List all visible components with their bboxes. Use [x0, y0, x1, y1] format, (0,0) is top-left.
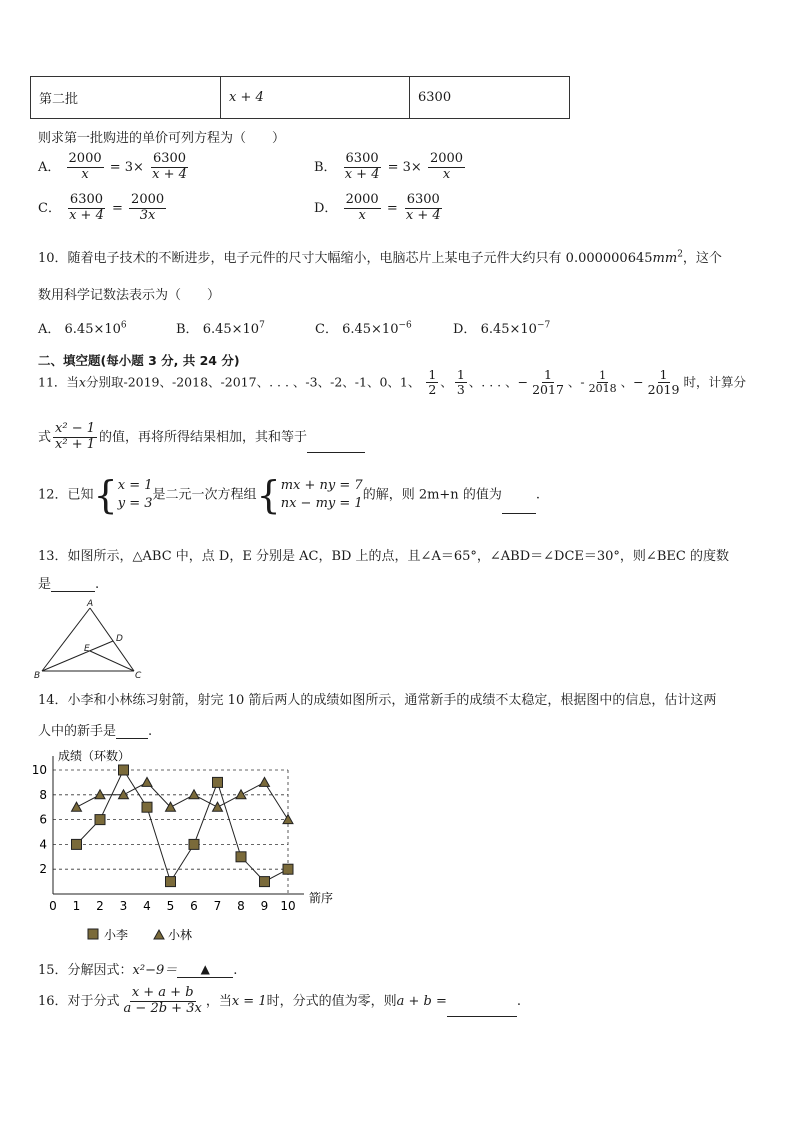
- table-cell-price: x + 4: [221, 77, 410, 119]
- q12-line: [38, 473, 540, 517]
- data-point-square: [142, 802, 152, 812]
- section-title: 二、填空题(每小题 3 分, 共 24 分): [38, 353, 240, 368]
- fraction-denominator: x: [358, 207, 366, 223]
- q10-option-b: [176, 318, 265, 337]
- fraction-denominator: x + 4: [344, 166, 380, 182]
- data-point-triangle: [72, 802, 82, 811]
- option-letter: C．: [315, 322, 338, 337]
- fraction-numerator: 1: [659, 367, 668, 382]
- data-point-triangle: [119, 790, 129, 799]
- q11-text-end: 时，计算分: [683, 374, 746, 390]
- q16-expression: a + b =: [396, 993, 447, 1009]
- system-equation: x = 1: [117, 478, 153, 494]
- answer-blank[interactable]: [307, 438, 365, 453]
- option-base: 6.45×10: [202, 322, 260, 337]
- separator: 、: [440, 374, 453, 390]
- data-point-triangle: [189, 790, 199, 799]
- brace-icon: {: [93, 473, 118, 517]
- y-tick-label: 2: [39, 862, 47, 877]
- label-d: D: [116, 634, 123, 644]
- q11-text-end: 的值，再将所得结果相加，其和等于: [99, 429, 308, 445]
- q16-line: [38, 986, 521, 1017]
- x-tick-label: 8: [237, 899, 245, 913]
- q16-condition: x = 1: [231, 993, 267, 1009]
- operator: =: [386, 200, 398, 216]
- q9-option-a: [38, 152, 191, 183]
- operator: = 3×: [109, 159, 144, 175]
- fraction-denominator: x² + 1: [55, 436, 95, 452]
- data-point-triangle: [260, 777, 270, 786]
- data-point-square: [166, 877, 176, 887]
- q10-line1: [38, 247, 722, 266]
- x-tick-label: 6: [190, 899, 198, 913]
- system-equation: nx − my = 1: [280, 496, 363, 511]
- fraction-denominator: x + 4: [152, 166, 187, 182]
- q14-line2: [38, 720, 152, 739]
- edge-bd: [42, 641, 113, 671]
- fraction-numerator: 2000: [345, 192, 379, 207]
- option-letter: D．: [453, 322, 477, 337]
- x-tick-label: 4: [143, 899, 151, 913]
- fraction-numerator: x² − 1: [55, 421, 95, 436]
- answer-blank[interactable]: [51, 577, 95, 592]
- q11-text: 11．当: [38, 374, 79, 390]
- q10-text-end: ，这个: [682, 251, 722, 266]
- edge-ab: [42, 608, 90, 671]
- unit: mm: [652, 251, 678, 266]
- y-axis-label: 成绩（环数）: [58, 749, 131, 763]
- q15-line: [38, 959, 237, 978]
- fraction-denominator: 2017: [532, 382, 564, 398]
- option-exponent: 6: [120, 320, 127, 331]
- q9-option-b: [314, 152, 467, 183]
- q16-text: ，当: [205, 993, 232, 1009]
- label-c: C: [135, 671, 142, 681]
- q10-option-d: [453, 318, 550, 337]
- answer-blank[interactable]: [447, 1002, 517, 1017]
- q16-text: 16．对于分式: [38, 993, 120, 1009]
- x-axis-label: 箭序: [309, 891, 334, 905]
- q16-text: 时，分式的值为零，则: [266, 993, 397, 1009]
- data-point-triangle: [236, 790, 246, 799]
- system-equation: mx + ny = 7: [280, 478, 363, 494]
- q12-text: 12．已知: [38, 487, 94, 503]
- q11-text: 式: [38, 429, 52, 445]
- option-exponent: −6: [398, 320, 412, 331]
- option-letter: B．: [314, 159, 337, 175]
- fraction-numerator: 6300: [152, 151, 187, 166]
- q9-option-d: [314, 193, 445, 224]
- data-point-triangle: [142, 777, 152, 786]
- fraction-denominator: 3: [456, 382, 465, 398]
- x-tick-label: 9: [260, 899, 269, 913]
- fraction-numerator: 2000: [68, 151, 102, 166]
- option-exponent: 7: [259, 320, 265, 331]
- fraction-numerator: 1: [456, 367, 465, 382]
- q14-line1: 14．小李和小林练习射箭，射完 10 箭后两人的成绩如图所示，通常新手的成绩不太稳定，根据图中的信息，估计这两: [38, 693, 717, 708]
- fraction-numerator: 6300: [345, 151, 379, 166]
- fraction-denominator: a − 2b + 3x: [123, 1000, 202, 1016]
- unit-exponent: 2: [677, 249, 683, 260]
- y-tick-label: 8: [39, 787, 47, 802]
- fraction-denominator: x: [81, 166, 89, 182]
- option-letter: B．: [176, 322, 199, 337]
- answer-blank[interactable]: [502, 499, 536, 514]
- q15-text: 15．分解因式：: [38, 963, 133, 978]
- fraction-numerator: 1: [544, 367, 552, 382]
- variable: x: [78, 374, 86, 390]
- fraction-numerator: 1: [599, 368, 607, 382]
- x-tick-label: 10: [280, 899, 296, 913]
- fraction-denominator: 2018: [588, 382, 617, 396]
- q10-line2: 数用科学记数法表示为（ ）: [38, 288, 221, 303]
- q15-expression: x²−9＝: [132, 963, 178, 978]
- legend-label-xiaolin: 小林: [168, 928, 193, 942]
- q13-line2: [38, 573, 99, 592]
- option-base: 6.45×10: [342, 322, 399, 337]
- fraction-numerator: 1: [428, 367, 437, 382]
- q12-text: 的解，则 2m+n 的值为: [362, 487, 502, 503]
- x-tick-label: 0: [49, 899, 57, 913]
- data-point-triangle: [283, 815, 293, 824]
- fraction-denominator: x + 4: [69, 207, 104, 223]
- x-tick-label: 1: [72, 899, 81, 913]
- q11-line1: [38, 368, 746, 398]
- q12-text-end: .: [535, 487, 540, 503]
- separator: 、-: [567, 374, 585, 390]
- data-point-triangle: [213, 802, 223, 811]
- brace-icon: {: [256, 473, 281, 517]
- q11-line2: [38, 422, 365, 453]
- y-tick-label: 4: [39, 837, 47, 852]
- chart-series: [72, 765, 294, 887]
- fraction-denominator: x: [442, 166, 451, 182]
- data-point-square: [213, 777, 223, 787]
- option-base: 6.45×10: [480, 322, 537, 337]
- fraction-numerator: x + a + b: [131, 985, 194, 1000]
- x-tick-label: 5: [166, 899, 175, 913]
- q10-option-a: [38, 318, 127, 337]
- option-letter: C．: [38, 200, 61, 216]
- y-tick-label: 6: [39, 812, 47, 827]
- answer-blank[interactable]: [116, 724, 148, 739]
- operator: =: [112, 200, 123, 216]
- q14-text-end: .: [148, 724, 153, 739]
- fraction-numerator: 6300: [69, 192, 104, 207]
- x-tick-label: 7: [213, 899, 222, 913]
- option-exponent: −7: [536, 320, 551, 331]
- q11-text: 分别取-2019、-2018、-2017、. . . 、-3、-2、-1、0、1、: [85, 374, 421, 390]
- fraction-numerator: 2000: [131, 192, 165, 207]
- series-line-triangle: [77, 782, 289, 819]
- edge-ac: [90, 608, 134, 671]
- q14-text: 人中的新手是: [38, 724, 117, 739]
- data-point-square: [260, 877, 270, 887]
- q13-text-end: .: [95, 577, 100, 592]
- q10-text: 10．随着电子技术的不断进步，电子元件的尺寸大幅缩小，电脑芯片上某电子元件大约只有 0.000000645: [38, 251, 653, 266]
- chart-legend: [88, 927, 192, 942]
- data-point-square: [189, 839, 199, 849]
- data-point-square: [72, 839, 82, 849]
- fraction-denominator: 3x: [139, 207, 156, 223]
- q16-text-end: .: [516, 993, 522, 1009]
- answer-blank[interactable]: ▲: [177, 962, 233, 978]
- separator: 、. . . 、−: [468, 374, 529, 390]
- data-point-square: [119, 765, 129, 775]
- q15-text-end: .: [233, 963, 238, 978]
- legend-label-xiaoli: 小李: [104, 928, 129, 942]
- score-chart: [30, 744, 350, 948]
- option-letter: A．: [38, 159, 61, 175]
- legend-triangle-marker: [154, 930, 164, 939]
- legend-square-marker: [88, 929, 98, 939]
- data-point-triangle: [95, 790, 105, 799]
- label-e: E: [84, 644, 90, 654]
- data-point-square: [95, 815, 105, 825]
- purchase-table: [30, 76, 570, 119]
- table-cell-amount: 6300: [410, 77, 570, 119]
- fraction-denominator: x + 4: [405, 207, 441, 223]
- option-base: 6.45×10: [64, 322, 121, 337]
- q9-option-c: [38, 193, 168, 224]
- x-tick-label: 2: [96, 899, 104, 913]
- triangle-figure: [34, 596, 146, 682]
- label-a: A: [87, 599, 94, 609]
- separator: 、−: [620, 374, 644, 390]
- q13-text: 是: [38, 577, 52, 592]
- system-equation: y = 3: [117, 496, 153, 511]
- q12-text: 是二元一次方程组: [152, 487, 257, 503]
- fraction-denominator: 2019: [647, 382, 680, 398]
- q10-option-c: [315, 318, 412, 337]
- fraction-denominator: 2: [428, 382, 437, 398]
- option-letter: D．: [314, 200, 338, 216]
- data-point-square: [283, 864, 293, 874]
- y-tick-label: 10: [31, 763, 47, 777]
- option-letter: A．: [38, 322, 61, 337]
- q13-line1: 13．如图所示，△ABC 中，点 D，E 分别是 AC，BD 上的点，且∠A＝65°，∠ABD＝∠DCE＝30°，则∠BEC 的度数: [38, 549, 729, 564]
- label-b: B: [34, 671, 41, 681]
- q9-stem: 则求第一批购进的单价可列方程为（ ）: [38, 131, 286, 146]
- fraction-numerator: 6300: [406, 192, 440, 207]
- table-cell-batch: 第二批: [31, 77, 221, 119]
- data-point-square: [236, 852, 246, 862]
- x-tick-label: 3: [119, 899, 128, 913]
- operator: = 3×: [387, 159, 422, 175]
- fraction-numerator: 2000: [429, 151, 464, 166]
- table-row: [31, 77, 570, 119]
